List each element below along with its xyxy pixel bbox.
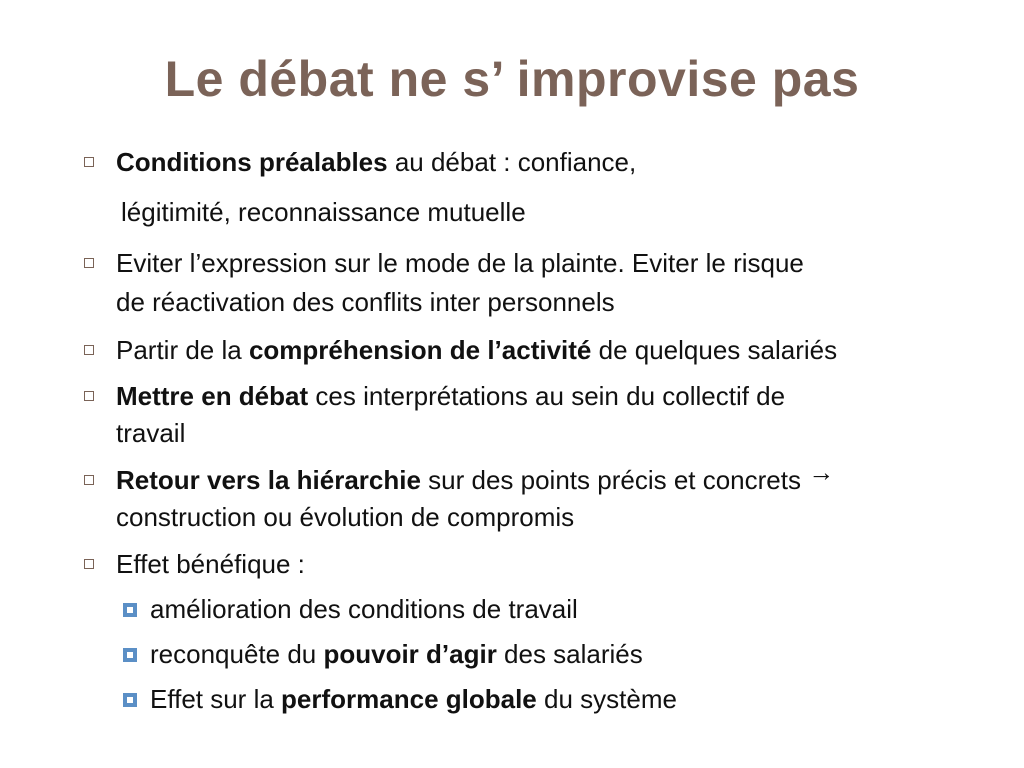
bullet-continuation: travail	[116, 418, 186, 448]
sub-bullet-item	[150, 590, 970, 628]
hollow-square-icon	[84, 559, 94, 569]
hollow-square-icon	[84, 391, 94, 401]
sub-bullet-text: du système	[536, 684, 677, 714]
bullet-text: Eviter l’expression sur le mode de la plainte. Eviter le risque	[116, 248, 804, 278]
sub-bullet-bold: performance globale	[281, 684, 537, 714]
sub-bullet-text: Effet sur la	[150, 684, 282, 714]
hollow-square-icon	[84, 157, 94, 167]
bullet-continuation: de réactivation des conflits inter personnels	[116, 287, 615, 317]
hollow-square-icon	[84, 258, 94, 268]
bullet-bold: Conditions préalables	[116, 147, 388, 177]
sub-bullet-item	[150, 635, 970, 673]
hollow-square-icon	[84, 345, 94, 355]
slide-title: Le débat ne s’ improvise pas	[164, 51, 860, 107]
bullet-text: Partir de la	[116, 335, 249, 365]
bullet-item	[116, 244, 976, 282]
sub-bullet-item	[150, 680, 970, 718]
bullet-text: Effet bénéfique :	[116, 549, 305, 579]
bullet-text: ces interprétations au sein du collectif de	[308, 381, 786, 411]
bullet-bold: Retour vers la hiérarchie	[116, 465, 421, 495]
filled-square-icon	[123, 693, 137, 707]
bullet-item	[116, 377, 976, 415]
bullet-bold: Mettre en débat	[116, 381, 309, 411]
right-arrow-icon: →	[808, 457, 835, 487]
sub-bullet-text: amélioration des conditions de travail	[150, 594, 578, 624]
bullet-item	[116, 457, 976, 499]
sub-bullet-text: reconquête du	[150, 639, 324, 669]
bullet-continuation: construction ou évolution de compromis	[116, 502, 575, 532]
hollow-square-icon	[84, 475, 94, 485]
filled-square-icon	[123, 648, 137, 662]
sub-bullet-text: des salariés	[496, 639, 643, 669]
bullet-text: sur des points précis et concrets	[420, 465, 809, 495]
bullet-item	[116, 331, 976, 369]
bullet-item	[116, 143, 976, 181]
bullet-text: de quelques salariés	[591, 335, 838, 365]
bullet-text: au débat : confiance,	[387, 147, 637, 177]
filled-square-icon	[123, 603, 137, 617]
bullet-item	[116, 545, 976, 583]
sub-bullet-bold: pouvoir d’agir	[323, 639, 497, 669]
bullet-continuation: légitimité, reconnaissance mutuelle	[121, 197, 526, 227]
bullet-bold: compréhension de l’activité	[248, 335, 592, 365]
